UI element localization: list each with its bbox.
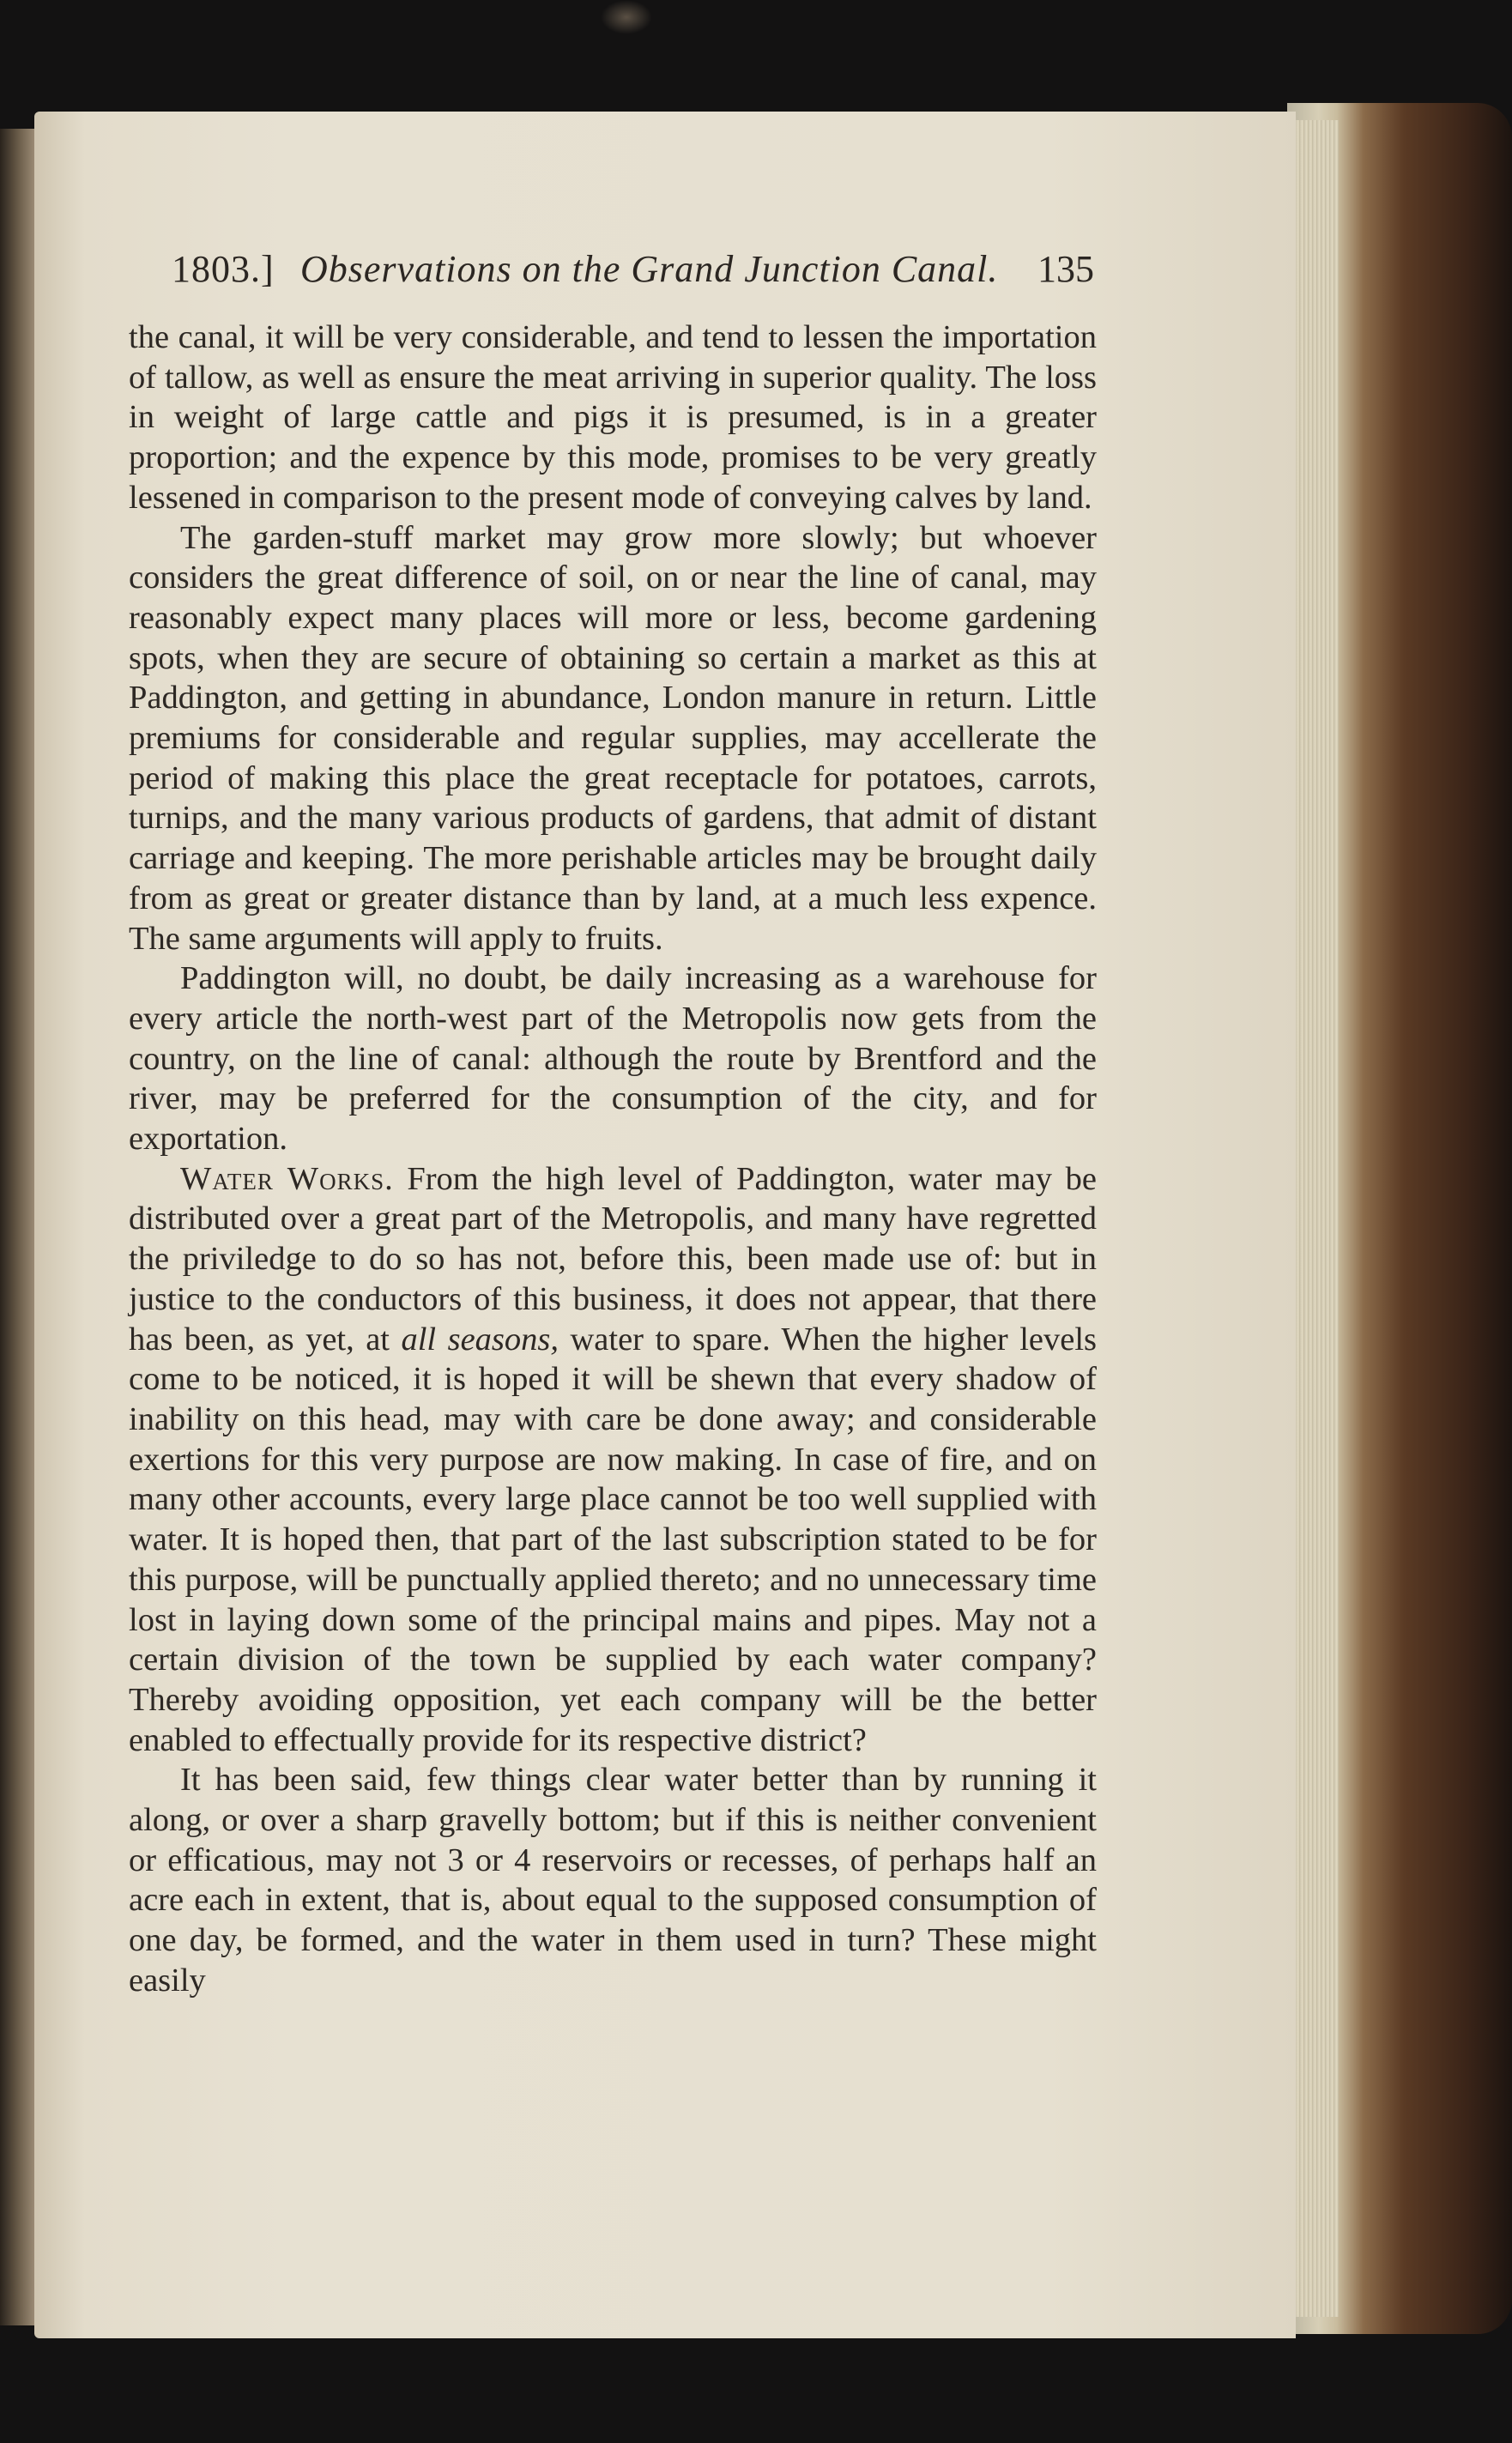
emphasis-text: all seasons, [401,1321,559,1358]
section-heading: Water Works. [180,1160,394,1197]
page-number: 135 [1037,248,1094,290]
facing-page-edge [0,129,34,2325]
body-text [129,317,1097,2001]
paragraph-text: water to spare. When the higher levels come to be noticed, it is hoped it will be shewn that every shadow of inability on this head, may with care be done away; and considerable exertions for this very purpose are now making. In case of fire, and on many other accounts, every large place cannot be too well supplied with water. It is hoped then, that part of the last subscription stated to be for this purpose, will be punctually applied thereto; and no unnecessary time lost in laying down some of the principal mains and pipes. May not a certain division of the town be supplied by each water company? Thereby avoiding opposition, yet each company will be the better enabled to effectually provide for its respective district? [129,1321,1098,1758]
stain-mark [601,0,652,34]
paragraph-text: From the high level of Paddington, water may be distributed over a great part of the Metropolis, and many have regretted the priviledge to do so has not, before this, been made use of: but in justice to the conductors of this business, it does not appear, that there has been, as yet, at [129,1160,1097,1358]
paragraph: the canal, it will be very considerable, and tend to lessen the importation of tallow, as well as ensure the meat arriving in superior quality. The loss in weight of large cattle and pigs it is presumed, is in a greater proportion; and the expence by this mode, promises to be very greatly lessened in comparison to the present mode of conveying calves by land. [129,319,1097,516]
paragraph: It has been said, few things clear water better than by running it along, or over a sharp gravelly bottom; but if this is neither convenient or efficatious, may not 3 or 4 reservoirs or recesses, of perhaps half an acre each in extent, that is, about equal to the supposed consumption of one day, be formed, and the water in them used in turn? These might easily [129,1762,1097,1999]
paragraph-water-works [129,1159,1097,1761]
header-year: 1803.] [172,248,275,290]
running-head [172,232,1094,292]
paragraph: Paddington will, no doubt, be daily increasing as a warehouse for every article the north-west part of the Metropolis now gets from the country, on the line of canal: although the route by Brentford and the river, may be preferred for the consumption of the city, and for exportation. [129,960,1097,1158]
paragraph: The garden-stuff market may grow more slowly; but whoever considers the great difference of soil, on or near the line of canal, may reasonably expect many places will more or less, become gardening spots, when they are secure of obtaining so certain a market as this at Paddington, and getting in abundance, London manure in return. Little premiums for considerable and regular supplies, may accellerate the period of making this place the great receptacle for potatoes, carrots, turnips, and the many various products of gardens, that admit of distant carriage and keeping. The more perishable articles may be brought daily from as great or greater distance than by land, at a much less expence. The same arguments will apply to fruits. [129,519,1097,957]
header-title: Observations on the Grand Junction Canal. [300,248,999,290]
